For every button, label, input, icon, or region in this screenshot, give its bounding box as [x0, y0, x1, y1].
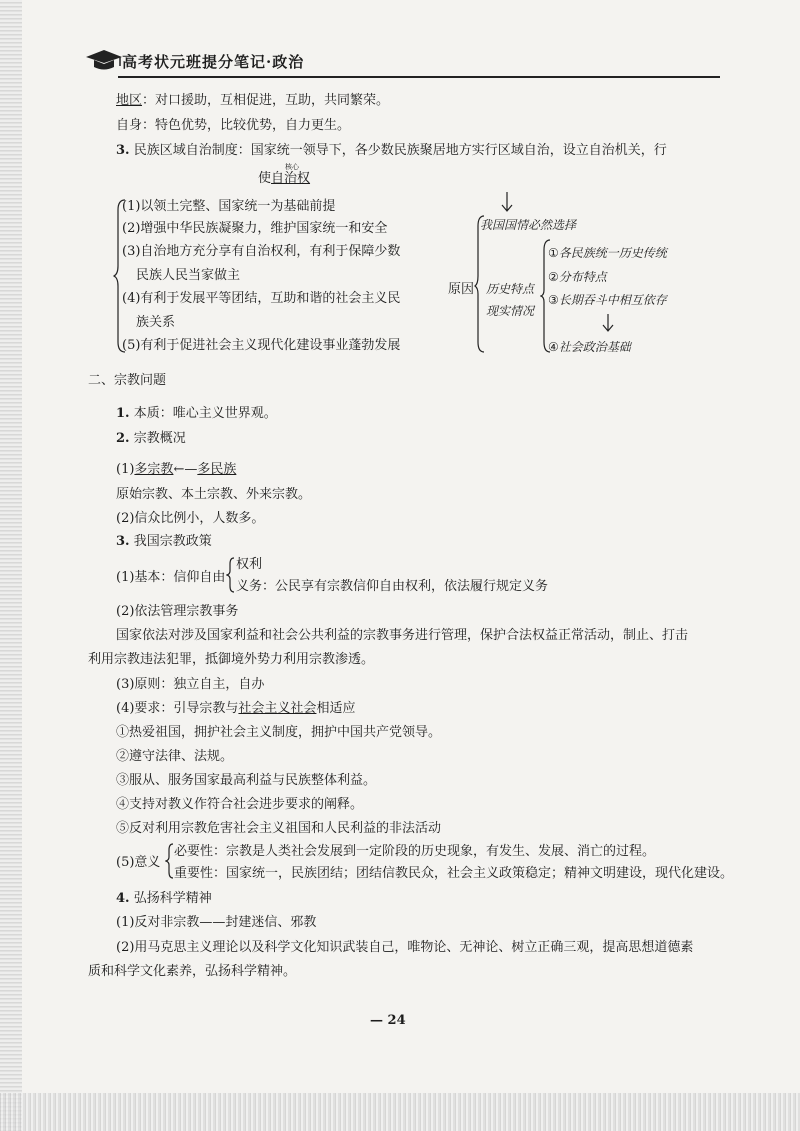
religion-types: 原始宗教、本土宗教、外来宗教。: [116, 487, 312, 502]
necessity-line: 必要性：宗教是人类社会发展到一定阶段的历史现象，有发生、发展、消亡的过程。: [174, 844, 656, 859]
region-line: [116, 92, 389, 110]
multi-religion: 多宗教: [134, 462, 174, 477]
reason-item: ③长期吞斗中相互依存: [548, 293, 667, 307]
header-title: 高考状元班提分笔记·政治: [122, 53, 305, 71]
autonomy-item: [116, 142, 667, 160]
reason-item: ①各民族统一历史传统: [548, 246, 667, 260]
law-para: 利用宗教违法犯罪，抵御境外势力利用宗教渗透。: [88, 652, 375, 667]
meaning-label: (5)意义: [116, 855, 161, 870]
reason-brace: [474, 214, 486, 354]
region-label: 地区: [116, 93, 143, 108]
page-dash: —: [370, 1013, 383, 1028]
self-line: 自身：特色优势，比较优势，自力更生。: [116, 118, 351, 133]
scan-edge-bottom: [0, 1093, 800, 1131]
basic-brace: [226, 556, 236, 594]
meaning-item: (3)自治地方充分享有自治权利，有利于保障少数: [122, 244, 401, 259]
science-text: 弘扬科学精神: [133, 891, 212, 906]
basic-duty: 义务：公民享有宗教信仰自由权利，依法履行规定义务: [236, 579, 549, 594]
law-para: 国家依法对涉及国家利益和社会公共利益的宗教事务进行管理，保护合法权益正常活动，制止、打击: [116, 628, 689, 643]
reason-item: ④社会政治基础: [548, 340, 631, 354]
page-number: [370, 1013, 406, 1028]
requirement-item: ④支持对教义作符合社会进步要求的阐释。: [116, 797, 364, 812]
requirement-item: ②遵守法律、法规。: [116, 749, 234, 764]
requirement-line: [116, 700, 355, 718]
meaning-item: (4)有利于发展平等团结，互助和谐的社会主义民: [122, 291, 401, 306]
requirement-item: ③服从、服务国家最高利益与民族整体利益。: [116, 773, 377, 788]
item-number: 1.: [116, 406, 130, 421]
law-manage: (2)依法管理宗教事务: [116, 604, 239, 619]
multi-nation: 多民族: [197, 462, 237, 477]
reality-label: 现实情况: [486, 304, 535, 318]
reason-label: 原因: [448, 282, 475, 297]
autonomy-text-pre: 使: [258, 171, 272, 186]
choice-text: 我国国情必然选择: [480, 218, 577, 232]
section-heading: 二、宗教问题: [88, 373, 167, 388]
anti-cult-line: (1)反对非宗教——封建迷信、邪教: [116, 915, 317, 930]
essence-text: 本质：唯心主义世界观。: [133, 406, 277, 421]
marx-para: 质和科学文化素养，弘扬科学精神。: [88, 964, 297, 979]
meaning-item: (1)以领土完整、国家统一为基础前提: [122, 199, 336, 214]
core-note: 核心: [285, 163, 299, 171]
policy-text: 我国宗教政策: [133, 534, 212, 549]
requirement-item: ⑤反对利用宗教危害社会主义祖国和人民利益的非法活动: [116, 821, 442, 836]
meaning-item: 民族人民当家做主: [136, 268, 241, 283]
item-number: 2.: [116, 431, 130, 446]
meaning-item: (2)增强中华民族凝聚力，维护国家统一和安全: [122, 221, 388, 236]
marx-para: (2)用马克思主义理论以及科学文化知识武装自己，唯物论、无神论、树立正确三观，提高思想道德素: [116, 940, 694, 955]
overview-text: 宗教概况: [133, 431, 186, 446]
policy-item: [116, 533, 212, 551]
essence-item: [116, 405, 277, 423]
overview-item: [116, 430, 186, 448]
basic-right: 权利: [236, 557, 263, 572]
believers-line: (2)信众比例小，人数多。: [116, 511, 265, 526]
require-pre: (4)要求：引导宗教与: [116, 701, 239, 716]
reason-item: ②分布特点: [548, 270, 607, 284]
require-post: 相适应: [316, 701, 356, 716]
down-arrow-icon: [500, 190, 514, 214]
item-number: 3.: [116, 143, 130, 158]
autonomy-text: 民族区域自治制度：国家统一领导下，各少数民族聚居地方实行区域自治，设立自治机关，行: [133, 143, 667, 158]
region-text: ：对口援助，互相促进，互助，共同繁荣。: [142, 93, 390, 108]
scan-edge-left: [0, 0, 22, 1131]
item-number: 3.: [116, 534, 130, 549]
multi-pre: (1): [116, 462, 135, 477]
meaning-item: (5)有利于促进社会主义现代化建设事业蓬勃发展: [122, 338, 401, 353]
autonomy-right: 自治权: [271, 171, 311, 186]
meaning-item: 族关系: [136, 315, 176, 330]
arrow-shaft: —: [184, 462, 198, 477]
autonomy-text-cont: [258, 170, 310, 188]
arrow-left-icon: ←: [173, 462, 185, 477]
header-rule: [118, 76, 720, 78]
basic-label: (1)基本：信仰自由: [116, 570, 226, 585]
requirement-item: ①热爱祖国，拥护社会主义制度，拥护中国共产党领导。: [116, 725, 442, 740]
graduation-cap-icon: [84, 48, 124, 72]
science-item: [116, 890, 212, 908]
require-ul: 社会主义社会: [238, 701, 317, 716]
principle-line: (3)原则：独立自主，自办: [116, 677, 265, 692]
importance-line: 重要性：国家统一，民族团结；团结信教民众，社会主义政策稳定；精神文明建设，现代化建设。: [174, 866, 734, 881]
item-number: 4.: [116, 891, 130, 906]
history-label: 历史特点: [486, 282, 535, 296]
page-header: [84, 40, 720, 80]
down-arrow-icon: [601, 312, 615, 334]
page-number-value: 24: [387, 1013, 406, 1028]
multi-religion-line: [116, 461, 236, 479]
